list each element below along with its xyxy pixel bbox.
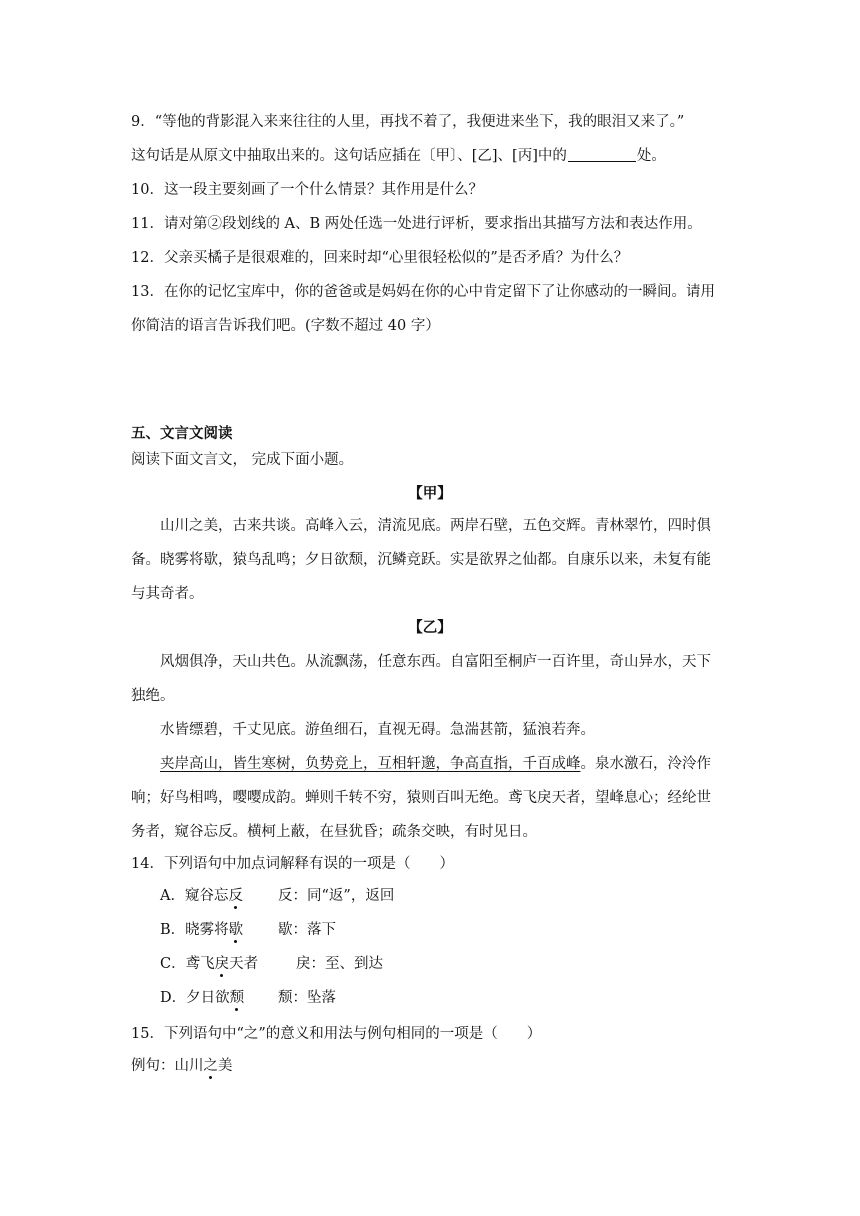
passage-yi-line: 务者，窥谷忘反。横柯上蔽，在昼犹昏；疏条交映，有时见日。 — [131, 824, 537, 840]
dotted-word: 之 — [203, 1058, 218, 1074]
option-gloss: 颓：坠落 — [278, 990, 336, 1006]
dotted-word: 戾 — [214, 956, 230, 972]
section-instruction: 阅读下面文言文， 完成下面小题。 — [131, 452, 354, 468]
passage-jia-line: 山川之美，古来共谈。高峰入云，清流见底。两岸石壁，五色交辉。青林翠竹，四时俱 — [160, 518, 711, 534]
option-gloss: 反：同“返”，返回 — [278, 888, 395, 904]
option-a[interactable] — [160, 886, 760, 906]
dotted-word: 颓 — [229, 990, 245, 1006]
question-9-suffix: 处。 — [636, 148, 666, 164]
passage-yi-heading: 【乙】 — [408, 619, 452, 636]
option-b[interactable] — [160, 920, 760, 940]
question-9-line1: 9．“等他的背影混入来来往往的人里，再找不着了，我便进来坐下，我的眼泪又来了。” — [131, 114, 685, 130]
option-text: B．晓雾将 — [160, 922, 229, 938]
passage-yi-line — [160, 754, 760, 774]
passage-jia-heading: 【甲】 — [408, 485, 452, 502]
question-9-line2 — [131, 146, 760, 166]
question-13-line2: 你简洁的语言告诉我们吧。(字数不超过 40 字） — [131, 318, 440, 334]
option-gloss: 歇：落下 — [278, 922, 336, 938]
option-text: A．窥谷忘 — [160, 888, 229, 904]
dotted-word: 歇 — [228, 922, 244, 938]
answer-blank[interactable] — [568, 147, 636, 162]
option-text: C．鸢飞 — [160, 956, 215, 972]
question-11: 11．请对第②段划线的 A、B 两处任选一处进行评析，要求指出其描写方法和表达作用。 — [131, 216, 702, 232]
option-c[interactable] — [160, 954, 760, 974]
passage-yi-line: 响；好鸟相鸣，嘤嘤成韵。蝉则千转不穷，猿则百叫无绝。鸢飞戾天者，望峰息心；经纶世 — [131, 790, 711, 806]
question-9-text: 这句话是从原文中抽取出来的。这句话应插在〔甲〕、[乙]、[丙]中的 — [131, 148, 567, 164]
example-text: 例句：山川 — [131, 1058, 204, 1074]
dotted-word: 反 — [228, 888, 243, 904]
question-10: 10．这一段主要刻画了一个什么情景？其作用是什么？ — [131, 182, 483, 198]
question-14-stem: 14．下列语句中加点词解释有误的一项是（ ） — [131, 856, 454, 872]
section-title: 五、文言文阅读 — [131, 425, 233, 442]
question-12: 12．父亲买橘子是很艰难的，回来时却“心里很轻松似的”是否矛盾？为什么？ — [131, 250, 629, 266]
underlined-sentence: 夹岸高山，皆生寒树，负势竞上，互相轩邈，争高直指，千百成峰 — [160, 756, 581, 772]
passage-yi-line: 水皆缥碧，千丈见底。游鱼细石，直视无碍。急湍甚箭，猛浪若奔。 — [160, 722, 595, 738]
passage-yi-line: 独绝。 — [131, 688, 175, 704]
option-text: D．夕日欲 — [160, 990, 230, 1006]
option-gloss: 戾：至、到达 — [296, 956, 383, 972]
question-13-line1: 13．在你的记忆宝库中，你的爸爸或是妈妈在你的心中肯定留下了让你感动的一瞬间。请用 — [131, 284, 715, 300]
option-d[interactable] — [160, 988, 760, 1008]
example-text: 美 — [218, 1058, 233, 1074]
passage-yi-line: 风烟俱净，天山共色。从流飘荡，任意东西。自富阳至桐庐一百许里，奇山异水，天下 — [160, 654, 711, 670]
question-15-example — [131, 1056, 760, 1076]
passage-jia-line: 与其奇者。 — [131, 586, 204, 602]
question-15-stem: 15．下列语句中“之”的意义和用法与例句相同的一项是（ ） — [131, 1026, 542, 1042]
passage-yi-text: 。泉水激石，泠泠作 — [580, 756, 711, 772]
option-text: 天者 — [229, 956, 259, 972]
passage-jia-line: 备。晓雾将歇，猿鸟乱鸣；夕日欲颓，沉鳞竞跃。实是欲界之仙都。自康乐以来，未复有能 — [131, 552, 711, 568]
